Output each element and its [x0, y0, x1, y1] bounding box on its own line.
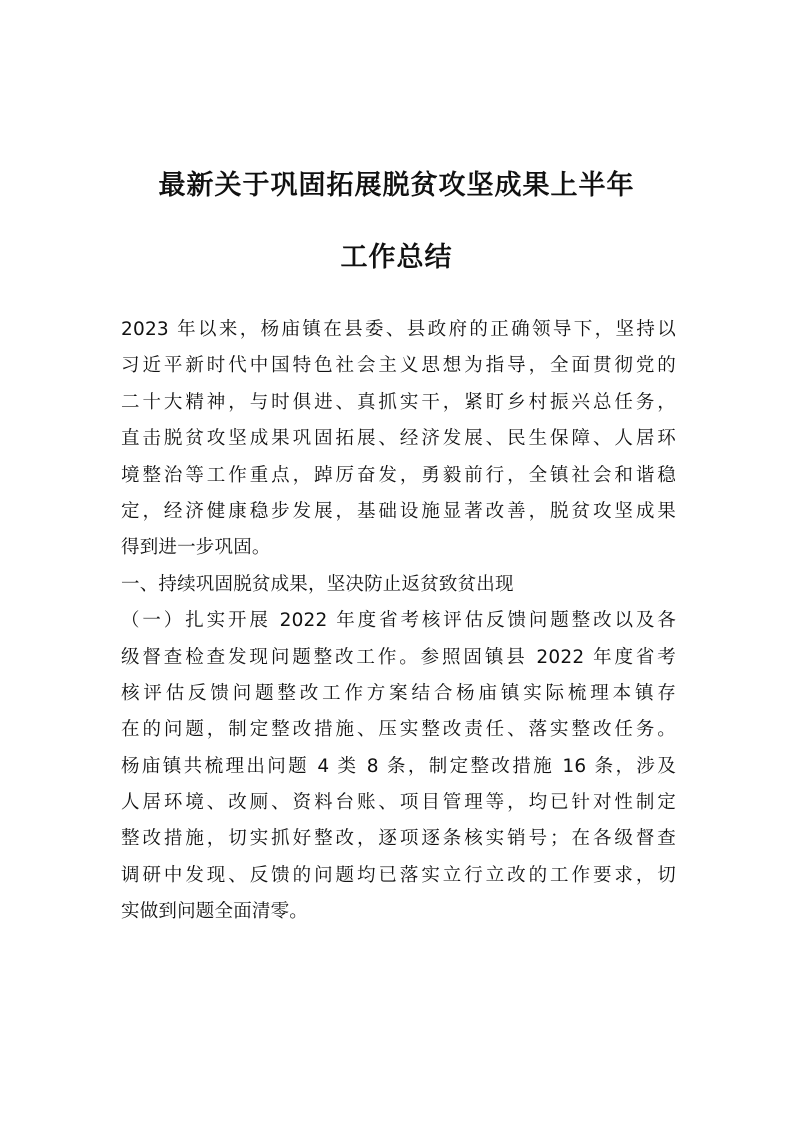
- document-title-line-1: 最新关于巩固拓展脱贫攻坚成果上半年: [158, 170, 635, 201]
- paragraph-line: 得到进一步巩固。: [121, 537, 271, 559]
- paragraph-line: 境整治等工作重点，踔厉奋发，勇毅前行，全镇社会和谐稳: [121, 464, 676, 486]
- document-body: [121, 312, 676, 931]
- paragraph-line: 定，经济健康稳步发展，基础设施显著改善，脱贫攻坚成果: [121, 500, 676, 522]
- paragraph-line: 习近平新时代中国特色社会主义思想为指导，全面贯彻党的: [121, 355, 676, 377]
- paragraph-line: 2023 年以来，杨庙镇在县委、县政府的正确领导下，坚持以: [121, 319, 676, 340]
- paragraph-line: 级督查检查发现问题整改工作。参照固镇县 2022 年度省考: [121, 646, 676, 668]
- paragraph-line: 杨庙镇共梳理出问题 4 类 8 条，制定整改措施 16 条，涉及: [121, 755, 676, 777]
- paragraph-line: 调研中发现、反馈的问题均已落实立行立改的工作要求，切: [121, 864, 676, 886]
- paragraph-line: 二十大精神，与时俱进、真抓实干，紧盯乡村振兴总任务，: [121, 391, 676, 413]
- document-title-line-2: 工作总结: [340, 242, 453, 273]
- paragraph-line: 直击脱贫攻坚成果巩固拓展、经济发展、民生保障、人居环: [121, 428, 676, 450]
- intro-paragraph: [121, 312, 676, 567]
- paragraph-line: 实做到问题全面清零。: [121, 901, 309, 923]
- paragraph-line: 整改措施，切实抓好整改，逐项逐条核实销号；在各级督查: [121, 828, 676, 850]
- section-1-paragraph: [121, 603, 676, 931]
- paragraph-line: （一）扎实开展 2022 年度省考核评估反馈问题整改以及各: [121, 610, 676, 632]
- paragraph-line: 人居环境、改厕、资料台账、项目管理等，均已针对性制定: [121, 792, 676, 814]
- paragraph-line: 核评估反馈问题整改工作方案结合杨庙镇实际梳理本镇存: [121, 682, 676, 704]
- paragraph-line: 在的问题，制定整改措施、压实整改责任、落实整改任务。: [121, 719, 676, 741]
- section-heading: 一、持续巩固脱贫成果，坚决防止返贫致贫出现: [121, 573, 514, 595]
